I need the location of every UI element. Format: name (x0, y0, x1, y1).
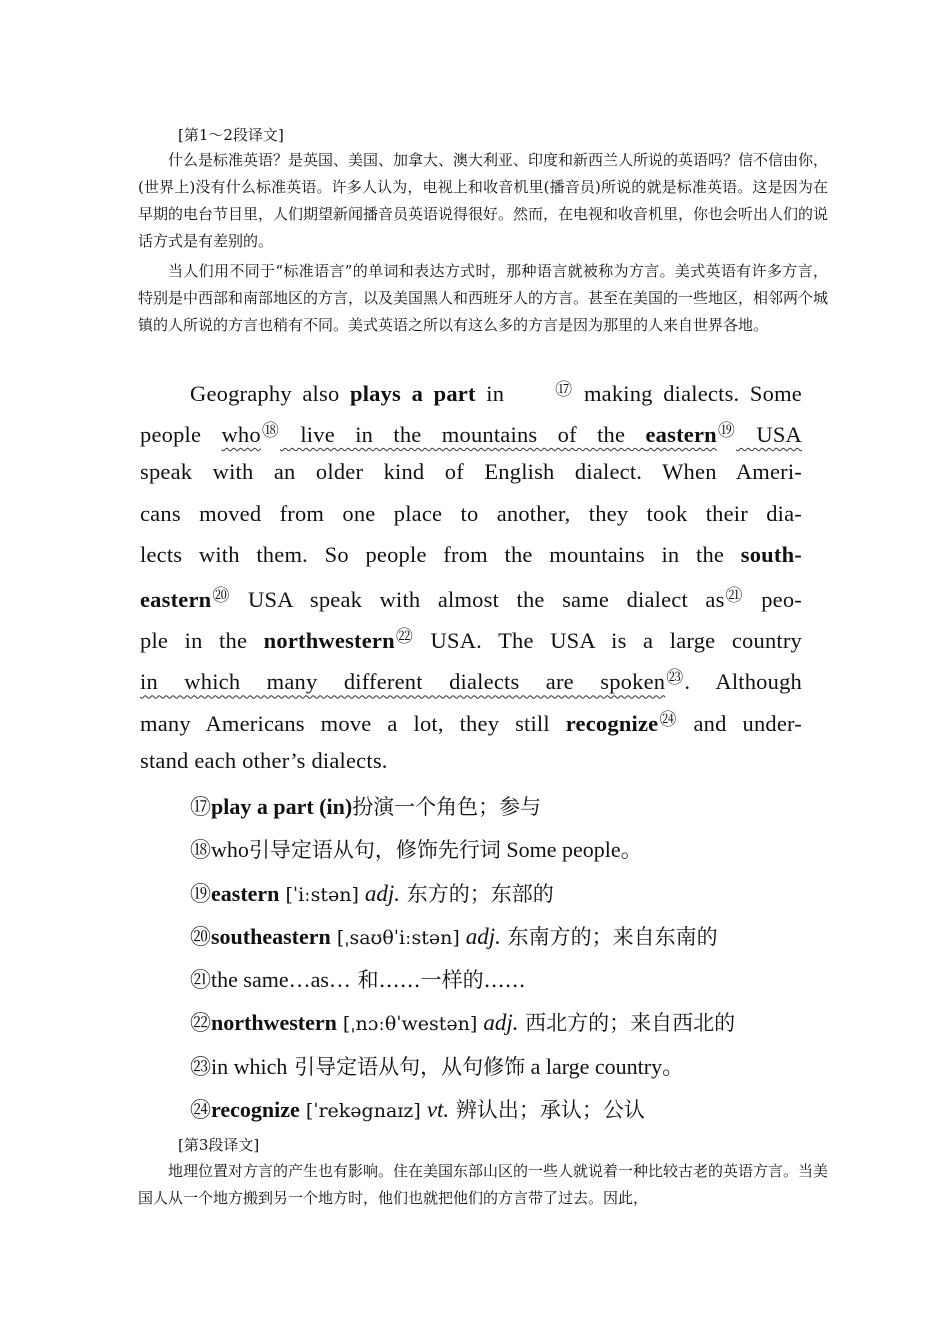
section-label-1: [第1～2段译文] (178, 126, 284, 144)
passage-line-3: speak with an older kind of English dialect. When Ameri- (140, 459, 802, 485)
passage-line-4: cans moved from one place to another, they took their dia- (140, 500, 802, 526)
note-marker: ⑳ (212, 585, 230, 605)
key-word: eastern (645, 422, 717, 448)
key-phrase: plays a part (349, 381, 476, 406)
translation-paragraph-3: 地理位置对方言的产生也有影响。住在美国东部山区的一些人就说着一种比较古老的英语方言。当美国人从一个地方搬到另一个地方时，他们也就把他们的方言带了过去。因此， (138, 1162, 829, 1207)
note-17: ⑰play a part (in)扮演一个角色；参与 (190, 794, 542, 819)
section-label-2: [第3段译文] (178, 1136, 260, 1154)
note-marker: ㉔ (659, 709, 677, 729)
passage-line-7: ple in the northwestern㉒ USA. The USA is a large country (140, 616, 802, 657)
translation-paragraph-2: 当人们用不同于“标准语言”的单词和表达方式时，那种语言就被称为方言。美式英语有许多方言，特别是中西部和南部地区的方言，以及美国黑人和西班牙人的方言。甚至在美国的一些地区，相邻两个城镇的人所说的方言也稍有不同。美式英语之所以有这么多的方言是因为那里的人来自世界各地。 (138, 262, 829, 334)
wavy-underline: who⑱ live in the mountains of the eastern⑲ USA (221, 422, 802, 447)
key-word: south- (740, 541, 802, 567)
passage-line-2: people who⑱ live in the mountains of the eastern⑲ USA (140, 410, 802, 451)
note-marker: ⑲ (717, 421, 736, 441)
note-marker: ㉓ (666, 668, 684, 688)
note-22: ㉒northwestern [ˌnɔːθˈwestən] adj. 西北方的；来自西北的 (190, 1010, 736, 1036)
passage-line-8: in which many different dialects are spoken㉓. Although (140, 657, 802, 698)
note-20: ⑳southeastern [ˌsaʊθˈiːstən] adj. 东南方的；来自东南的 (190, 923, 718, 949)
passage-line-5: lects with them. So people from the mountains in the south- (140, 541, 802, 567)
vocabulary-notes (190, 785, 870, 1131)
note-24: ㉔recognize [ˈrekəgnaɪz] vt. 辨认出；承认；公认 (190, 1097, 645, 1123)
wavy-underline: in which many different dialects are spoken㉓ (140, 669, 684, 694)
note-23: ㉓in which 引导定语从句，从句修饰 a large country。 (190, 1053, 685, 1079)
key-word: recognize (565, 710, 659, 736)
key-word: northwestern (263, 628, 395, 654)
note-marker: ㉑ (725, 585, 743, 605)
passage-line-10: stand each other’s dialects. (140, 747, 388, 773)
key-word: eastern (140, 586, 212, 612)
passage-line-6: eastern⑳ USA speak with almost the same dialect as㉑ peo- (140, 575, 802, 616)
note-marker: ⑱ (261, 421, 280, 441)
passage-line-9: many Americans move a lot, they still recognize㉔ and under- (140, 699, 802, 740)
note-marker: ⑰ (555, 380, 573, 399)
english-passage (140, 369, 802, 781)
note-21: ㉑the same…as… 和……一样的…… (190, 967, 526, 993)
note-18: ⑱who引导定语从句，修饰先行词 Some people。 (190, 837, 643, 863)
passage-line-1: Geography also plays a part in ⑰ making dialects. Some (140, 369, 802, 410)
note-marker: ㉒ (395, 627, 414, 647)
translation-paragraph-1: 什么是标准英语？是英国、美国、加拿大、澳大利亚、印度和新西兰人所说的英语吗？信不信由你，(世界上)没有什么标准英语。许多人认为，电视上和收音机里(播音员)所说的就是标准英语。这是因为在早期的电台节目里，人们期望新闻播音员英语说得很好。然而，在电视和收音机里，你也会听出人们的说话方式是有差别的。 (138, 151, 829, 250)
note-19: ⑲eastern [ˈiːstən] adj. 东方的；东部的 (190, 880, 554, 906)
